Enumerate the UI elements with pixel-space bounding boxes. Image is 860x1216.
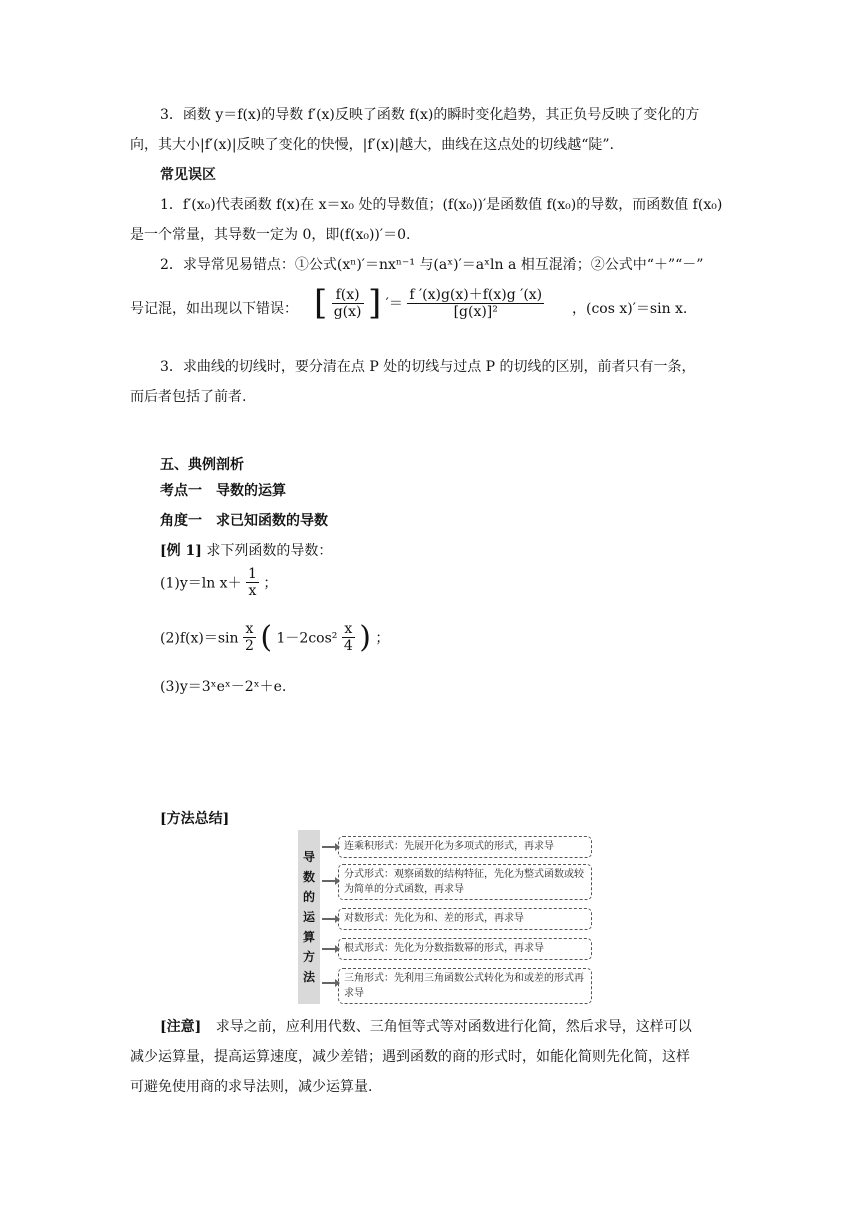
q2-prefix: (2)f(x)＝sin [160,630,239,647]
question-3: (3)y＝3ˣeˣ－2ˣ＋e. [160,679,287,695]
example-1 [160,540,332,560]
arrow-icon [322,948,336,950]
rhs-denominator: [g(x)]² [453,303,498,320]
q1-prefix: (1)y＝ln x＋ [160,575,242,592]
q2-inner: 1－2cos² [276,630,338,647]
error-2-line1: 2．求导常见易错点：①公式(xⁿ)′＝nxⁿ⁻¹ 与(aˣ)′＝aˣln a 相互混淆；②公式中“＋”“－” [160,257,704,273]
right-bracket: ] [367,283,382,323]
method-diagram [298,830,598,1008]
q2-denominator: 2 [244,638,254,654]
method-title: [方法总结] [160,811,230,827]
label-char: 方 [302,950,315,964]
note-text: 求导之前，应利用代数、三角恒等式等对函数进行化简，然后求导，这样可以 [215,1019,692,1035]
q2-inner-denominator: 4 [343,638,353,654]
kaodian-heading: 考点一 导数的运算 [160,483,286,499]
lhs-fraction [332,287,364,320]
rhs-numerator: f ′(x)g(x)＋f(x)g ′(x) [409,286,543,303]
prime-equals: ′＝ [385,296,403,312]
arrow-icon [322,982,336,984]
label-char: 数 [302,870,315,884]
method-item: 对数形式：先化为和、差的形式，再求导 [338,908,592,930]
error-2-prefix: 号记混，如出现以下错误： [130,301,298,317]
method-item: 三角形式：先利用三角函数公式转化为和或差的形式再求导 [338,968,592,1004]
method-item: 分式形式：观察函数的结构特征，先化为整式函数或较为简单的分式函数，再求导 [338,864,592,900]
rhs-fraction [407,287,544,320]
label-char: 的 [302,890,315,904]
error-1-line2: 是一个常量，其导数一定为 0，即(f(x₀))′＝0. [130,227,411,243]
note-line2: 减少运算量，提高运算速度，减少差错；遇到函数的商的形式时，如能化简则先化简，这样 [130,1049,690,1065]
label-char: 运 [302,910,315,924]
q2-numerator: x [243,621,256,638]
jiaodu-heading: 角度一 求已知函数的导数 [160,513,328,529]
label-char: 算 [302,930,315,944]
paragraph-3-line1: 3．函数 y＝f(x)的导数 f′(x)反映了函数 f(x)的瞬时变化趋势，其正负号反映了变化的方 [160,107,700,123]
lhs-numerator: f(x) [332,287,364,304]
quotient-rule-formula [314,283,544,323]
q2-inner-fraction [342,621,355,654]
method-item: 连乘积形式：先展开化为多项式的形式，再求导 [338,836,592,858]
arrow-icon [322,846,336,848]
lhs-denominator: g(x) [333,303,362,320]
q2-end: ； [375,630,390,647]
q2-left-brace: ( [260,620,273,655]
left-bracket: [ [314,283,328,323]
q1-numerator: 1 [248,566,257,582]
label-char: 法 [302,970,315,984]
q2-right-brace: ) [359,620,371,655]
paragraph-3-line2: 向，其大小|f′(x)|反映了变化的快慢，|f′(x)|越大，曲线在这点处的切线越“陡”. [130,137,614,153]
q1-fraction [246,566,259,599]
question-1 [160,566,277,599]
diagram-label [298,830,320,1004]
error-2-suffix: ，(cos x)′＝sin x. [572,301,688,317]
example-text: 求下列函数的导数： [206,543,333,559]
q2-inner-numerator: x [342,621,355,638]
error-3-line2: 而后者包括了前者. [130,389,247,405]
note-line1 [160,1016,692,1036]
note-line3: 可避免使用商的求导法则，减少运算量. [130,1079,373,1095]
method-item: 根式形式：先化为分数指数幂的形式，再求导 [338,938,592,960]
note-tag: [注意] [160,1019,202,1035]
arrow-icon [322,918,336,920]
error-1-line1: 1．f′(x₀)代表函数 f(x)在 x＝x₀ 处的导数值；(f(x₀))′是函数值 f(x₀)的导数，而函数值 f(x₀) [160,197,723,213]
q1-denominator: x [248,583,257,599]
error-3-line1: 3．求曲线的切线时，要分清在点 P 处的切线与过点 P 的切线的区别，前者只有一条， [160,359,696,375]
label-char: 导 [302,850,315,864]
errors-heading: 常见误区 [160,167,216,183]
question-2 [160,620,389,655]
q2-fraction [243,621,256,654]
arrow-icon [322,880,336,882]
section-title: 五、典例剖析 [160,457,244,473]
example-tag: [例 1] [160,543,202,559]
q1-end: ； [263,575,278,592]
